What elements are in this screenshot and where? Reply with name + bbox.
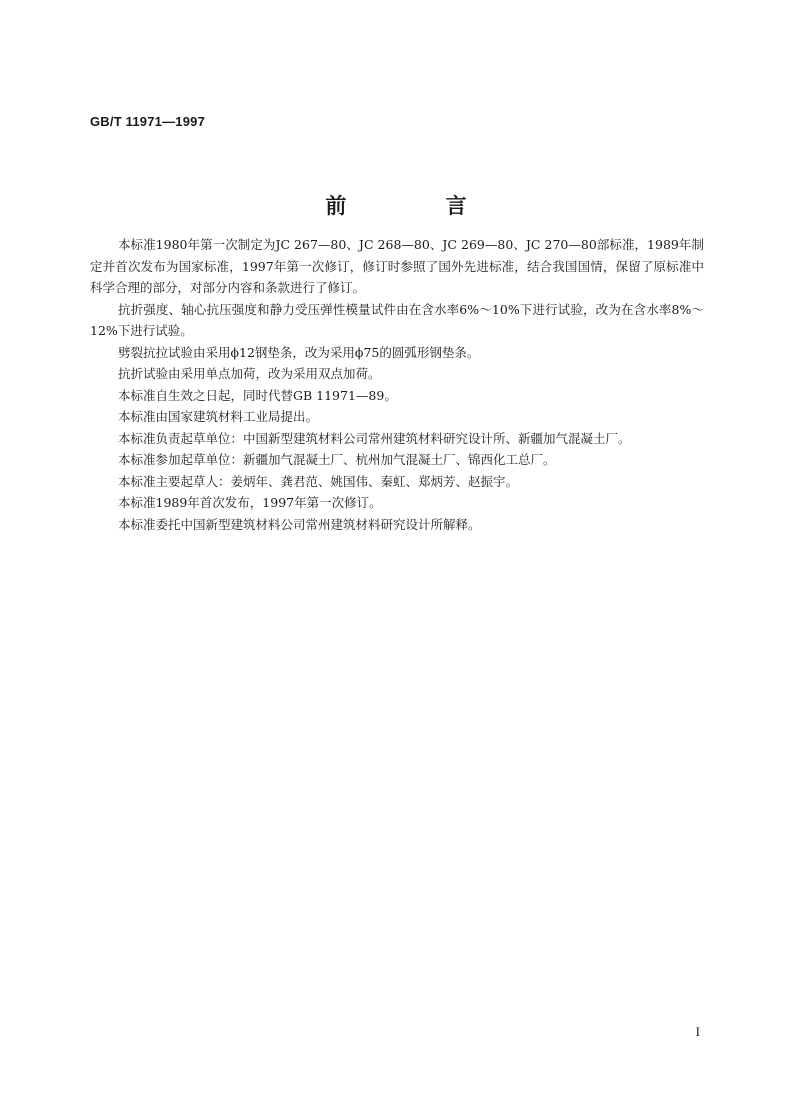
page-number: I xyxy=(695,1024,700,1039)
paragraph-flexural: 抗折试验由采用单点加荷，改为采用双点加荷。 xyxy=(118,366,381,381)
paragraph-interpretation: 本标准委托中国新型建筑材料公司常州建筑材料研究设计所解释。 xyxy=(118,516,481,532)
paragraph-proposer: 本标准由国家建筑材料工业局提出。 xyxy=(118,409,319,424)
paragraph-lead-drafter: 本标准负责起草单位：中国新型建筑材料公司常州建筑材料研究设计所、新疆加气混凝土厂。 xyxy=(118,430,631,446)
paragraph-splitting: 劈裂抗拉试验由采用ϕ12钢垫条，改为采用ϕ75的圆弧形钢垫条。 xyxy=(118,344,480,360)
foreword-body xyxy=(90,234,704,535)
paragraph-history: 本标准1980年第一次制定为JC 267—80、JC 268—80、JC 269—80、JC 270—80部标准，1989年制定并首次发布为国家标准，1997年第一次修订，修订时参照了国外先进标准，结合我国国情，保留了原标准中科学合理的部分，对部分内容和条款进行了修订。 xyxy=(90,237,704,295)
paragraph-participating-drafters: 本标准参加起草单位：新疆加气混凝土厂、杭州加气混凝土厂、锦西化工总厂。 xyxy=(118,452,556,467)
paragraph-moisture: 抗折强度、轴心抗压强度和静力受压弹性模量试件由在含水率6%～10%下进行试验，改为在含水率8%～12%下进行试验。 xyxy=(90,301,704,338)
page-title: 前 言 xyxy=(325,194,513,218)
paragraph-replaces: 本标准自生效之日起，同时代替GB 11971—89。 xyxy=(118,387,397,403)
paragraph-publication: 本标准1989年首次发布，1997年第一次修订。 xyxy=(118,495,382,510)
standard-code: GB/T 11971—1997 xyxy=(90,114,206,129)
paragraph-main-drafters: 本标准主要起草人：姜炳年、龚君范、姚国伟、秦虹、郑炳芳、赵振宇。 xyxy=(118,473,519,489)
